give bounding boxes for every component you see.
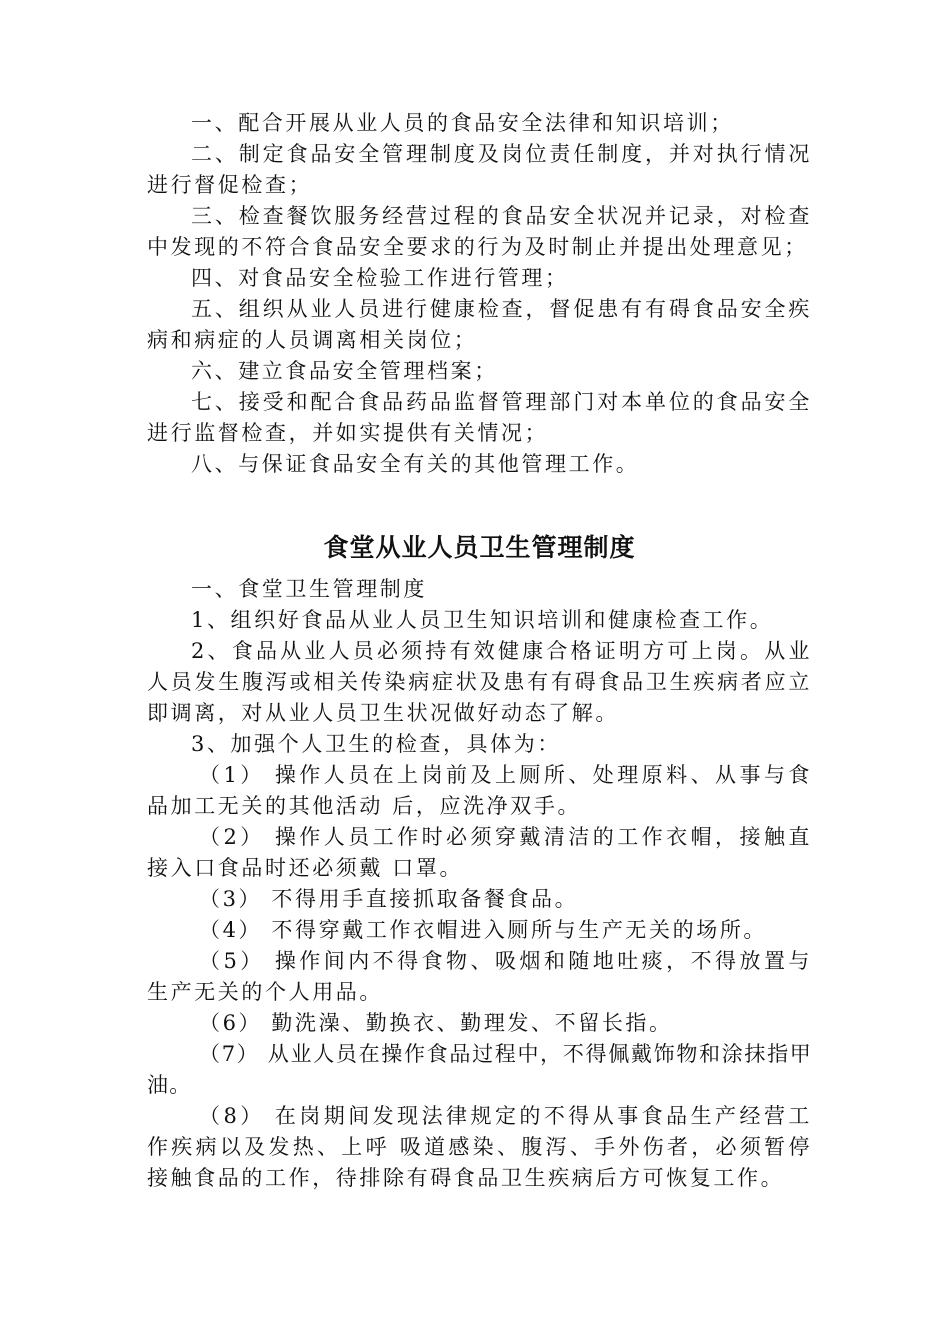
duty-8: 八、与保证食品安全有关的其他管理工作。 xyxy=(191,452,640,476)
hygiene-item-1: （1） 操作人员在上岗前及上厕所、处理原料、从事与食品加工无关的其他活动 后，应洗净双手。 xyxy=(147,763,812,818)
duty-3: 三、检查餐饮服务经营过程的食品安全状况并记录，对检查中发现的不符合食品安全要求的行为及时制止并提出处理意见； xyxy=(147,204,812,259)
rule-2: 2、食品从业人员必须持有效健康合格证明方可上岗。从业人员发生腹泻或相关传染病症状及患有有碍食品卫生疾病者应立即调离，对从业人员卫生状况做好动态了解。 xyxy=(147,639,812,725)
document-page xyxy=(147,108,812,1194)
hygiene-item-2: （2） 操作人员工作时必须穿戴清洁的工作衣帽，接触直接入口食品时还必须戴 口罩。 xyxy=(147,825,812,880)
section-title: 食堂从业人员卫生管理制度 xyxy=(323,533,636,562)
duty-5: 五、组织从业人员进行健康检查，督促患有有碍食品安全疾病和病症的人员调离相关岗位； xyxy=(147,297,812,352)
hygiene-item-8: （8） 在岗期间发现法律规定的不得从事食品生产经营工作疾病以及发热、上呼 吸道感染、腹泻、手外伤者，必须暂停接触食品的工作，待排除有碍食品卫生疾病后方可恢复工作。 xyxy=(147,1104,812,1190)
hygiene-item-7: （7） 从业人员在操作食品过程中，不得佩戴饰物和涂抹指甲油。 xyxy=(147,1042,812,1097)
hygiene-item-6: （6） 勤洗澡、勤换衣、勤理发、不留长指。 xyxy=(199,1011,673,1035)
duty-7: 七、接受和配合食品药品监督管理部门对本单位的食品安全进行监督检查，并如实提供有关情况； xyxy=(147,390,812,445)
hygiene-item-5: （5） 操作间内不得食物、吸烟和随地吐痰，不得放置与生产无关的个人用品。 xyxy=(147,949,812,1004)
hygiene-item-3: （3） 不得用手直接抓取备餐食品。 xyxy=(199,887,579,911)
duty-4: 四、对食品安全检验工作进行管理； xyxy=(191,266,569,290)
duty-2: 二、制定食品安全管理制度及岗位责任制度，并对执行情况进行督促检查； xyxy=(147,142,812,197)
rule-1: 1、组织好食品从业人员卫生知识培训和健康检查工作。 xyxy=(191,608,774,632)
hygiene-item-4: （4） 不得穿戴工作衣帽进入厕所与生产无关的场所。 xyxy=(199,918,768,942)
duty-1: 一、配合开展从业人员的食品安全法律和知识培训； xyxy=(191,111,734,135)
section-heading: 一、食堂卫生管理制度 xyxy=(191,577,427,601)
duty-6: 六、建立食品安全管理档案； xyxy=(191,359,498,383)
rule-3: 3、加强个人卫生的检查，具体为： xyxy=(191,732,561,756)
